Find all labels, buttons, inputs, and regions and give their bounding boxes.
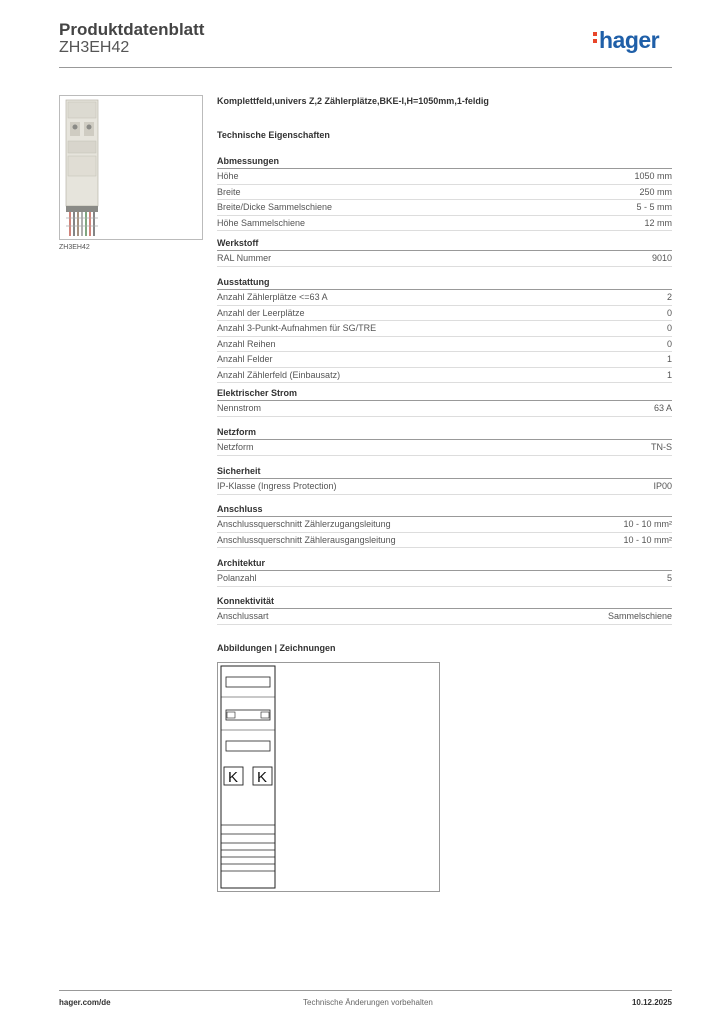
spec-row — [217, 321, 672, 337]
spec-value: 10 - 10 mm² — [623, 519, 672, 529]
technical-drawing — [217, 662, 440, 892]
document-title: Produktdatenblatt — [59, 20, 205, 39]
spec-value: 1 — [666, 354, 672, 364]
spec-label: Netzform — [217, 442, 254, 452]
hager-logo — [593, 27, 659, 54]
spec-row — [217, 533, 672, 549]
spec-label: Anzahl der Leerplätze — [217, 307, 305, 318]
article-number: ZH3EH42 — [59, 39, 130, 56]
spec-row — [217, 479, 672, 495]
spec-row — [217, 401, 672, 417]
spec-value: 5 - 5 mm — [636, 202, 672, 212]
spec-value: 12 mm — [644, 217, 672, 228]
section-title: Sicherheit — [217, 465, 672, 479]
section-ausstattung — [217, 276, 672, 383]
section-netzform — [217, 426, 672, 456]
product-image — [59, 95, 203, 240]
section-konnektivitaet — [217, 595, 672, 625]
spec-row — [217, 200, 672, 216]
section-title: Abmessungen — [217, 155, 672, 169]
spec-label: RAL Nummer — [217, 253, 272, 263]
spec-row — [217, 571, 672, 587]
spec-value: 9010 — [651, 253, 672, 263]
spec-row — [217, 609, 672, 625]
section-elektrischer-strom — [217, 387, 672, 417]
spec-value: 2 — [666, 292, 672, 302]
logo-dots-icon — [593, 32, 597, 46]
spec-row — [217, 368, 672, 384]
section-abmessungen — [217, 155, 672, 231]
spec-row — [217, 517, 672, 533]
image-caption: ZH3EH42 — [59, 244, 90, 251]
logo-text: hager — [599, 27, 660, 53]
spec-value: 1 — [666, 369, 672, 380]
spec-value: IP00 — [653, 481, 672, 491]
section-title: Anschluss — [217, 503, 672, 517]
footer-notice: Technische Änderungen vorbehalten — [303, 998, 433, 1007]
spec-row — [217, 216, 672, 232]
tech-heading: Technische Eigenschaften — [217, 130, 330, 140]
section-title: Werkstoff — [217, 237, 672, 251]
spec-label: Anschlussquerschnitt Zählerausgangsleitung — [217, 534, 396, 545]
figures-heading: Abbildungen | Zeichnungen — [217, 643, 336, 653]
spec-row — [217, 290, 672, 306]
section-architektur — [217, 557, 672, 587]
spec-label: Nennstrom — [217, 403, 262, 413]
spec-label: Anzahl 3-Punkt-Aufnahmen für SG/TRE — [217, 323, 377, 333]
section-title: Elektrischer Strom — [217, 387, 672, 401]
spec-value: 1050 mm — [634, 171, 672, 181]
spec-row — [217, 306, 672, 322]
spec-value: Sammelschiene — [607, 611, 672, 621]
spec-label: Anzahl Zählerfeld (Einbausatz) — [217, 369, 341, 380]
header-divider — [59, 67, 672, 68]
section-werkstoff — [217, 237, 672, 267]
product-description: Komplettfeld,univers Z,2 Zählerplätze,BKE-I,H=1050mm,1-feldig — [217, 96, 489, 106]
spec-label: Anschlussquerschnitt Zählerzugangsleitung — [217, 519, 391, 529]
footer-divider — [59, 990, 672, 991]
spec-value: 250 mm — [639, 186, 672, 197]
footer-date: 10.12.2025 — [631, 998, 672, 1007]
spec-row — [217, 352, 672, 368]
spec-row — [217, 169, 672, 185]
section-anschluss — [217, 503, 672, 548]
spec-label: IP-Klasse (Ingress Protection) — [217, 481, 337, 491]
spec-value: 0 — [666, 307, 672, 318]
spec-value: 0 — [666, 338, 672, 349]
section-title: Ausstattung — [217, 276, 672, 290]
spec-label: Anzahl Zählerplätze <=63 A — [217, 292, 328, 302]
section-title: Netzform — [217, 426, 672, 440]
spec-row — [217, 185, 672, 201]
spec-row — [217, 251, 672, 267]
spec-label: Breite — [217, 186, 241, 197]
section-title: Architektur — [217, 557, 672, 571]
meter-label-right: K — [257, 769, 268, 786]
spec-row — [217, 337, 672, 353]
section-title: Konnektivität — [217, 595, 672, 609]
spec-label: Anzahl Reihen — [217, 338, 276, 349]
spec-value: 5 — [666, 573, 672, 583]
spec-label: Polanzahl — [217, 573, 257, 583]
spec-label: Höhe Sammelschiene — [217, 217, 306, 228]
footer-website-link[interactable]: hager.com/de — [59, 998, 111, 1007]
meter-label-left: K — [228, 769, 239, 786]
spec-value: TN-S — [651, 442, 672, 452]
spec-row — [217, 440, 672, 456]
spec-value: 10 - 10 mm² — [623, 534, 672, 545]
spec-value: 63 A — [653, 403, 672, 413]
section-sicherheit — [217, 465, 672, 495]
spec-label: Breite/Dicke Sammelschiene — [217, 202, 333, 212]
spec-label: Höhe — [217, 171, 239, 181]
spec-label: Anschlussart — [217, 611, 269, 621]
spec-value: 0 — [666, 323, 672, 333]
spec-label: Anzahl Felder — [217, 354, 273, 364]
